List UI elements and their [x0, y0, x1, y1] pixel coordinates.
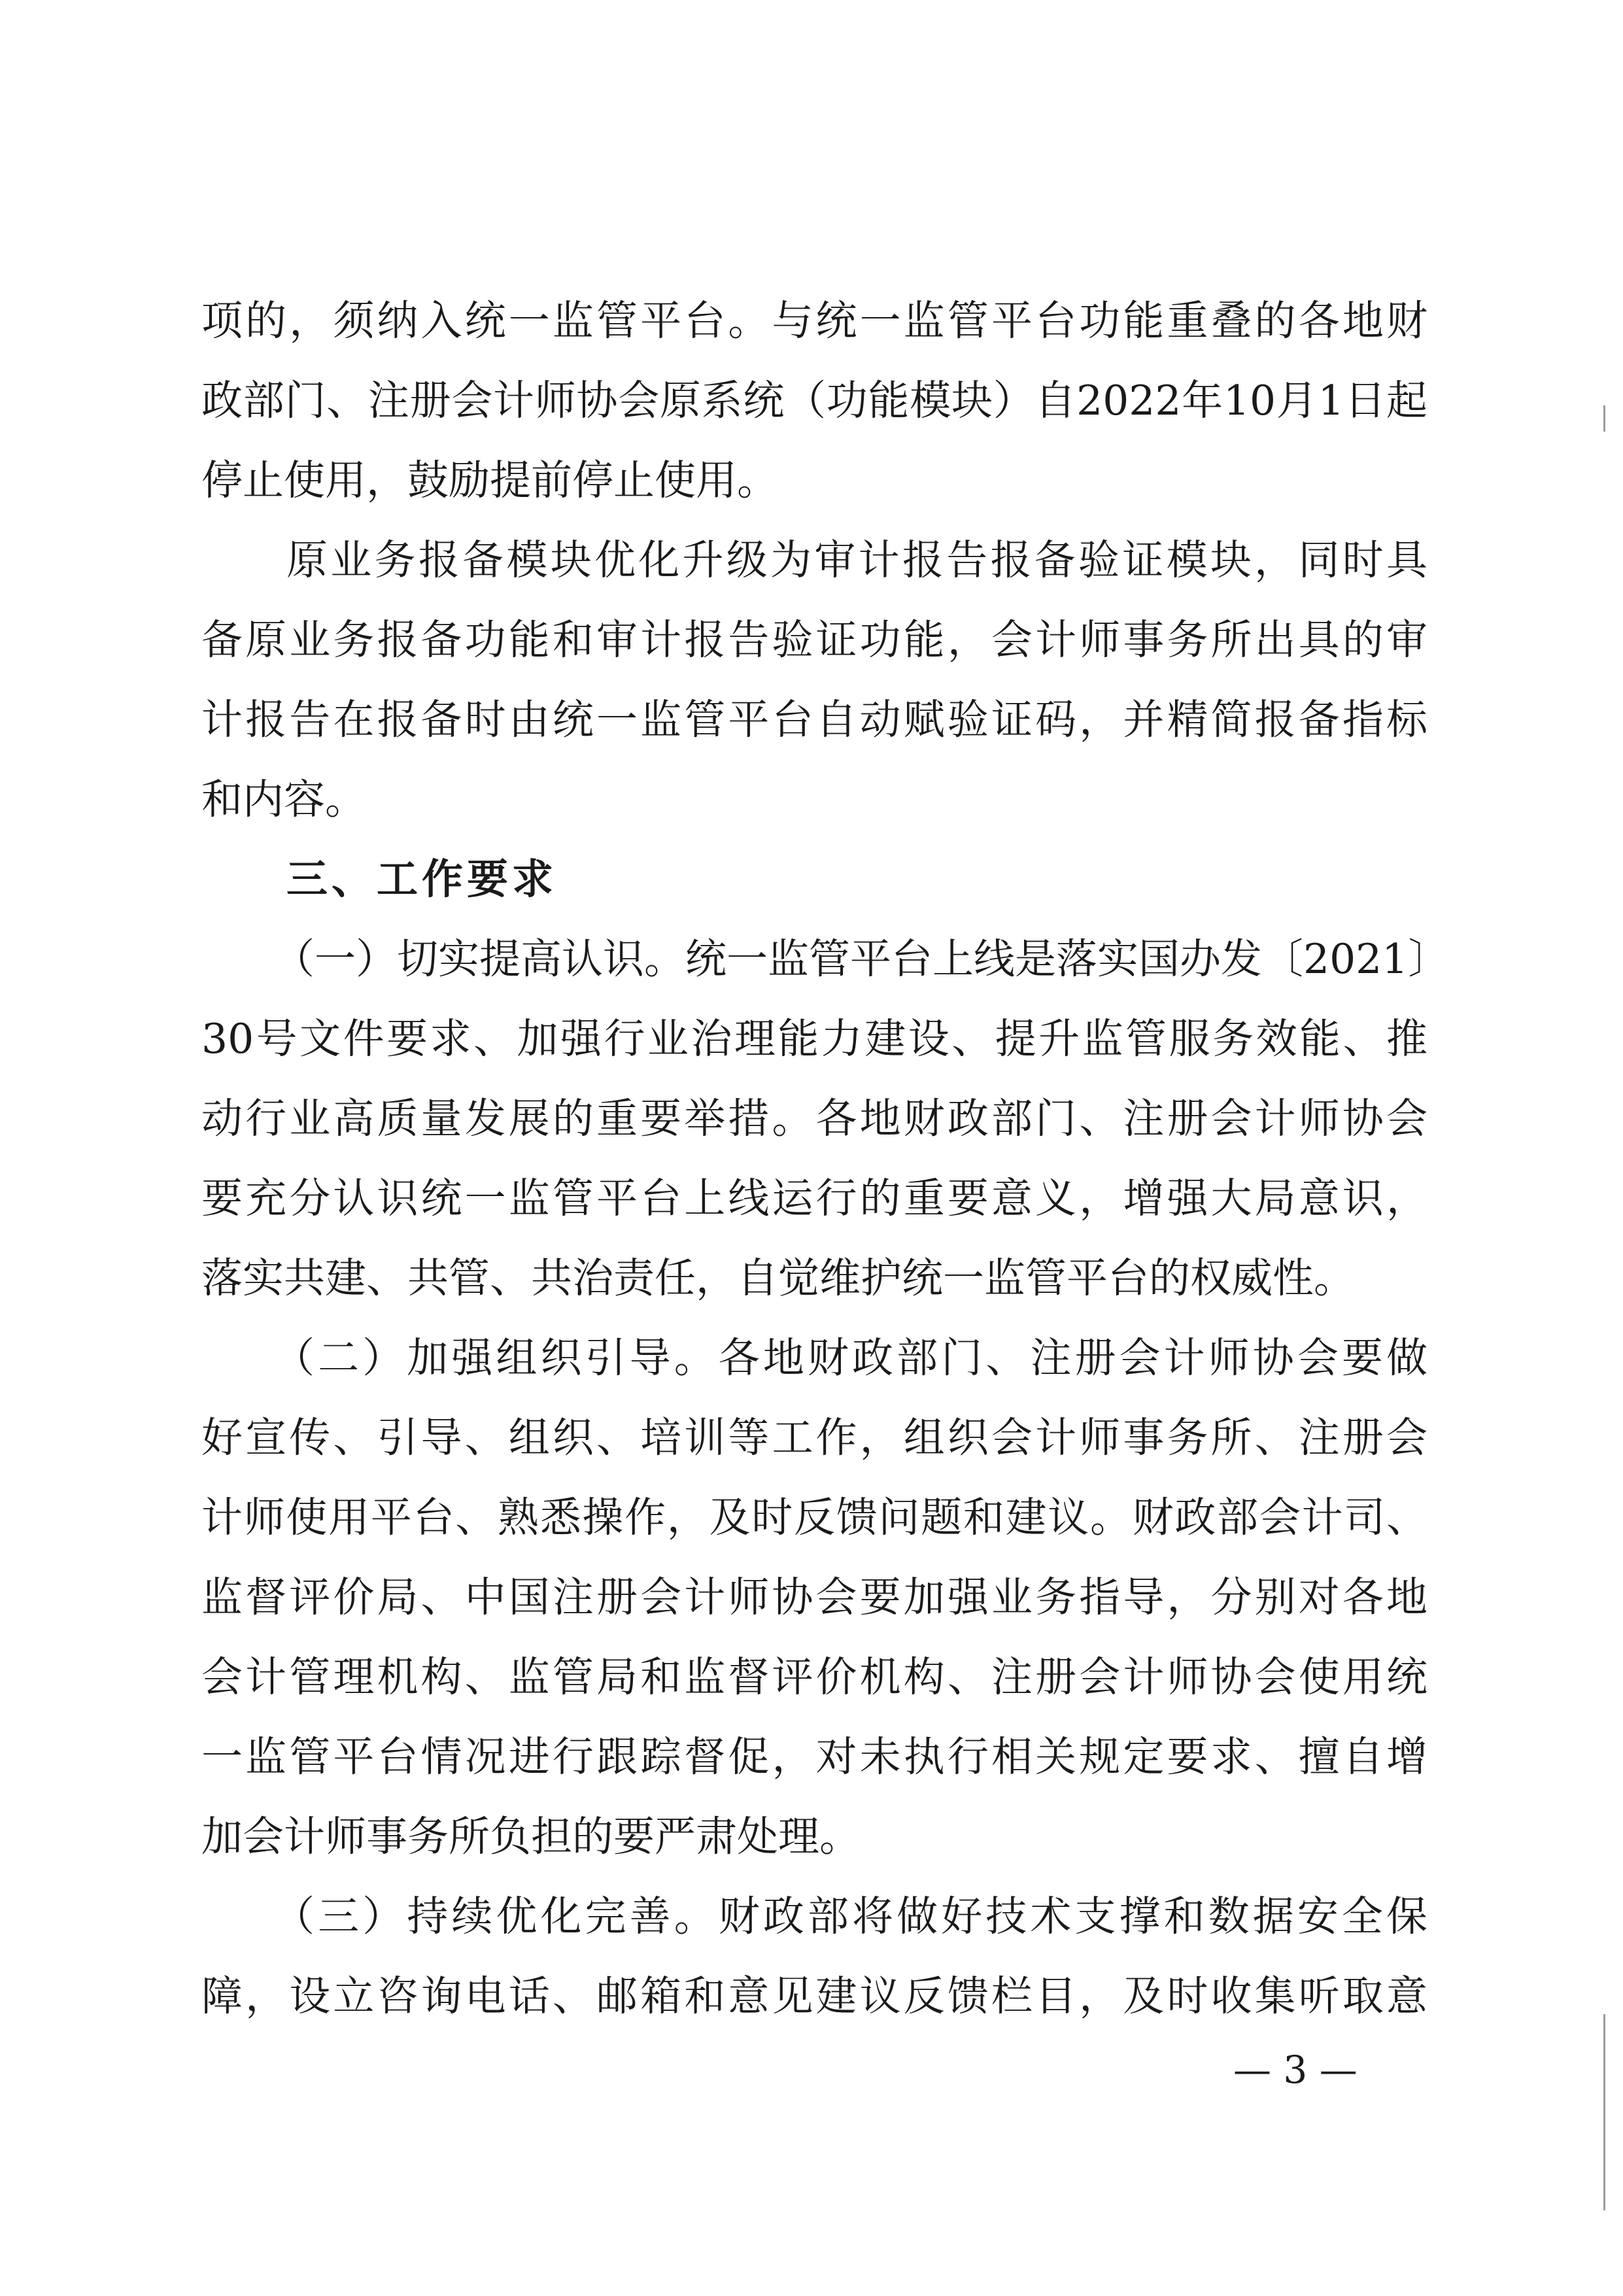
- body-line: 要充分认识统一监管平台上线运行的重要意义，增强大局意识，: [201, 1174, 1427, 1222]
- body-line: 会计管理机构、监管局和监督评价机构、注册会计师协会使用统: [201, 1653, 1427, 1701]
- body-line: 落实共建、共管、共治责任，自觉维护统一监管平台的权威性。: [201, 1254, 1355, 1302]
- body-line: 和内容。: [201, 776, 366, 823]
- body-line: 加会计师事务所负担的要严肃处理。: [201, 1813, 861, 1860]
- body-line: 项的，须纳入统一监管平台。与统一监管平台功能重叠的各地财: [201, 297, 1427, 345]
- page-number: — 3 —: [1233, 2048, 1358, 2092]
- body-line: 计报告在报备时由统一监管平台自动赋验证码，并精简报备指标: [201, 696, 1427, 744]
- paragraph-first-line: （二）加强组织引导。各地财政部门、注册会计师协会要做: [273, 1334, 1427, 1382]
- body-line: 停止使用，鼓励提前停止使用。: [201, 456, 778, 504]
- paragraph-first-line: （三）持续优化完善。财政部将做好技术支撑和数据安全保: [273, 1893, 1427, 1940]
- body-line: 监督评价局、中国注册会计师协会要加强业务指导，分别对各地: [201, 1573, 1427, 1621]
- body-line: 障，设立咨询电话、邮箱和意见建议反馈栏目，及时收集听取意: [201, 1972, 1427, 2020]
- paragraph-first-line: 原业务报备模块优化升级为审计报告报备验证模块，同时具: [286, 536, 1427, 584]
- body-line: 一监管平台情况进行跟踪督促，对未执行相关规定要求、擅自增: [201, 1733, 1427, 1781]
- body-line: 备原业务报备功能和审计报告验证功能，会计师事务所出具的审: [201, 616, 1427, 664]
- body-line: 政部门、注册会计师协会原系统（功能模块）自2022年10月1日起: [201, 377, 1427, 424]
- section-heading: 三、工作要求: [286, 855, 557, 903]
- body-line: 计师使用平台、熟悉操作，及时反馈问题和建议。财政部会计司、: [201, 1494, 1427, 1541]
- scan-margin-mark: [1603, 2014, 1605, 2210]
- body-line: 30号文件要求、加强行业治理能力建设、提升监管服务效能、推: [201, 1015, 1427, 1063]
- scan-margin-mark: [1603, 405, 1605, 432]
- paragraph-first-line: （一）切实提高认识。统一监管平台上线是落实国办发〔2021〕: [273, 935, 1450, 983]
- body-line: 好宣传、引导、组织、培训等工作，组织会计师事务所、注册会: [201, 1414, 1427, 1462]
- body-line: 动行业高质量发展的重要举措。各地财政部门、注册会计师协会: [201, 1095, 1427, 1142]
